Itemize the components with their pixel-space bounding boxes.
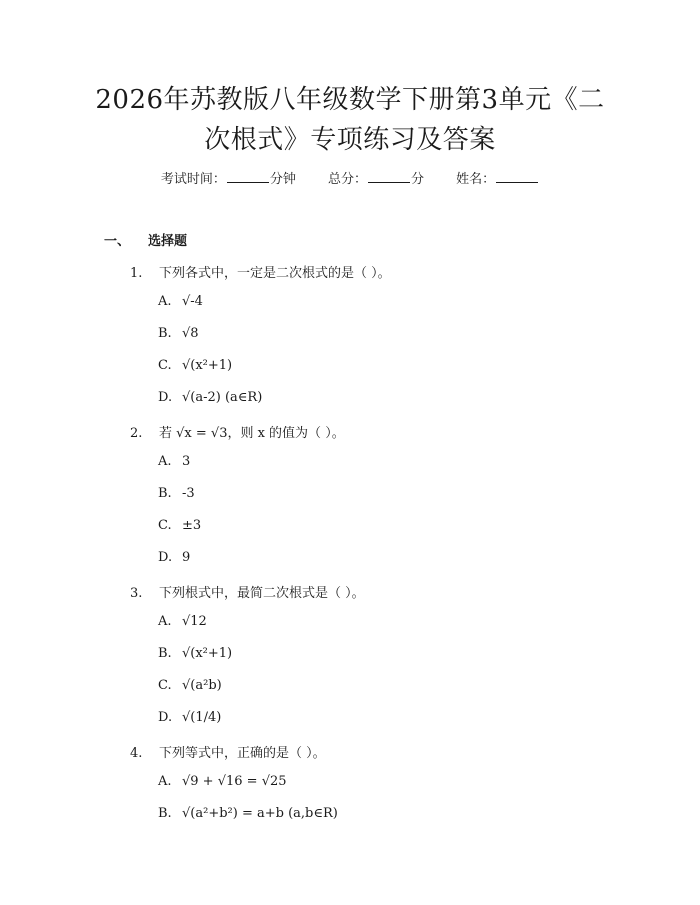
question-number: 4. (130, 746, 143, 761)
exam-time-blank (227, 170, 269, 183)
exam-info-line (0, 168, 700, 187)
answer-option (158, 294, 203, 309)
option-letter: B. (158, 646, 172, 661)
option-letter: D. (158, 710, 173, 725)
option-letter: C. (158, 358, 172, 373)
option-letter: D. (158, 550, 173, 565)
option-text: 3 (182, 454, 191, 469)
section-number: 一、 (104, 234, 131, 249)
total-score-label: 总分： (327, 172, 367, 187)
option-text: √(a²+b²) = a+b (a,b∈R) (182, 806, 338, 821)
option-text: √12 (182, 614, 207, 629)
answer-option (158, 646, 232, 661)
question-text: 下列等式中，正确的是（ ）。 (159, 746, 326, 761)
question-stem (130, 742, 326, 761)
option-letter: B. (158, 326, 172, 341)
option-text: √(x²+1) (182, 646, 233, 661)
option-text: √(1/4) (182, 710, 222, 725)
answer-option (158, 678, 222, 693)
student-name-blank (496, 170, 538, 183)
answer-option (158, 390, 262, 405)
exam-time-field (161, 172, 296, 187)
exam-time-unit: 分钟 (269, 172, 296, 187)
question-stem (130, 422, 345, 441)
document-title (60, 80, 640, 160)
answer-option (158, 806, 338, 821)
option-letter: D. (158, 390, 173, 405)
option-letter: A. (158, 774, 172, 789)
answer-option (158, 518, 201, 533)
question-stem (130, 582, 365, 601)
section-title: 选择题 (148, 234, 188, 249)
student-name-field (456, 172, 539, 187)
answer-option (158, 486, 195, 501)
option-text: √(a²b) (182, 678, 222, 693)
answer-option (158, 326, 199, 341)
answer-option (158, 774, 287, 789)
answer-option (158, 710, 221, 725)
answer-option (158, 454, 190, 469)
option-text: √9 + √16 = √25 (182, 774, 287, 789)
option-letter: A. (158, 614, 172, 629)
option-text: √8 (182, 326, 199, 341)
question-text: 下列各式中，一定是二次根式的是（ ）。 (159, 266, 391, 281)
total-score-unit: 分 (411, 172, 425, 187)
question-stem (130, 262, 391, 281)
student-name-label: 姓名： (456, 172, 496, 187)
option-text: √-4 (182, 294, 203, 309)
question-number: 1. (130, 266, 143, 281)
exam-time-label: 考试时间： (160, 172, 226, 187)
option-letter: B. (158, 806, 172, 821)
title-line-2: 次根式》专项练习及答案 (204, 125, 496, 155)
title-line-1: 2026年苏教版八年级数学下册第3单元《二 (95, 85, 605, 115)
answer-option (158, 358, 232, 373)
option-text: √(x²+1) (182, 358, 233, 373)
option-letter: C. (158, 678, 172, 693)
total-score-blank (368, 170, 410, 183)
answer-option (158, 614, 207, 629)
option-letter: C. (158, 518, 172, 533)
option-text: -3 (182, 486, 195, 501)
option-letter: A. (158, 454, 172, 469)
answer-option (158, 550, 190, 565)
option-letter: B. (158, 486, 172, 501)
question-number: 2. (130, 426, 143, 441)
question-text: 若 √x = √3，则 x 的值为（ ）。 (159, 426, 345, 441)
total-score-field (328, 172, 424, 187)
option-text: ±3 (182, 518, 202, 533)
question-text: 下列根式中，最简二次根式是（ ）。 (159, 586, 365, 601)
option-text: 9 (182, 550, 191, 565)
option-text: √(a-2) (a∈R) (182, 390, 263, 405)
question-number: 3. (130, 586, 143, 601)
section-heading (104, 230, 187, 249)
option-letter: A. (158, 294, 172, 309)
